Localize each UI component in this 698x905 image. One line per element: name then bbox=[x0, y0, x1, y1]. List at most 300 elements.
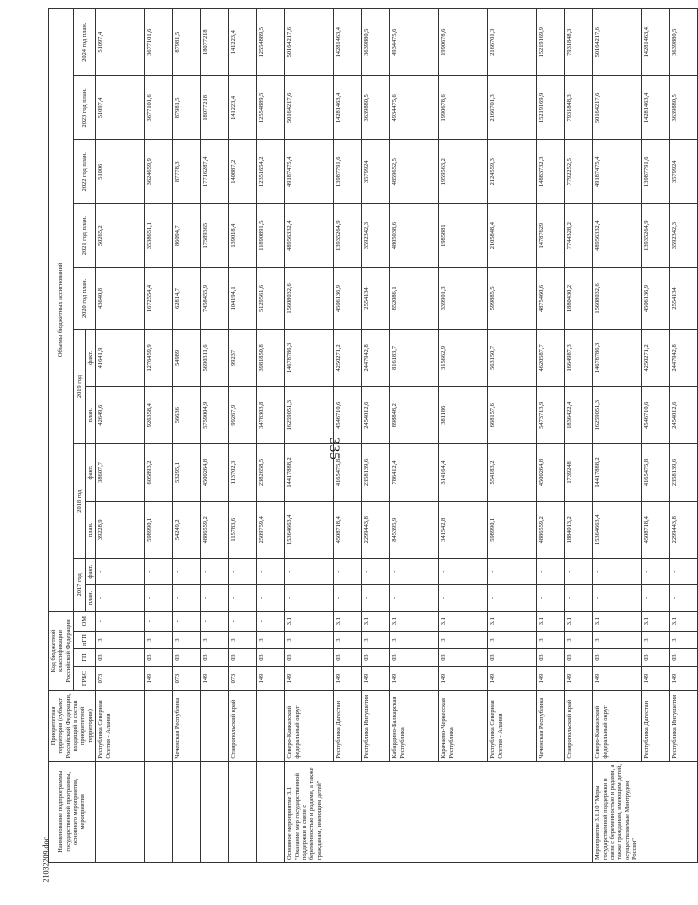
cell-p19: 381186 bbox=[439, 387, 488, 444]
cell-om: 3.1 bbox=[642, 611, 670, 631]
cell-gp: 03 bbox=[642, 649, 670, 667]
cell-pgp: 3 bbox=[96, 631, 145, 649]
cell-grbs: 149 bbox=[257, 666, 285, 690]
header-gp: ГП bbox=[74, 649, 96, 667]
cell-p18: 2299443,8 bbox=[670, 501, 698, 558]
cell-p19: 16259051,3 bbox=[285, 387, 334, 444]
cell-p19: 4546710,6 bbox=[334, 387, 362, 444]
cell-y23: 4934475,6 bbox=[390, 76, 439, 140]
cell-pgp: 3 bbox=[173, 631, 201, 649]
cell-y22: 3624659,9 bbox=[145, 140, 173, 204]
cell-grbs: 149 bbox=[642, 666, 670, 690]
page-number: 335 bbox=[325, 437, 342, 460]
cell-gp: 03 bbox=[362, 649, 390, 667]
cell-y24: 3639880,5 bbox=[670, 9, 698, 76]
cell-y20: 852086,1 bbox=[390, 268, 439, 330]
cell-om: 3.1 bbox=[390, 611, 439, 631]
table-row bbox=[257, 9, 285, 863]
header-2017-plan: план. bbox=[85, 585, 95, 611]
cell-p19: 42649,6 bbox=[96, 387, 145, 444]
cell-p17: - bbox=[285, 585, 334, 611]
header-2019-plan: план. bbox=[85, 387, 95, 444]
cell-f18: 38607,7 bbox=[96, 444, 145, 501]
cell-program bbox=[145, 761, 173, 862]
cell-gp: 03 bbox=[145, 649, 173, 667]
cell-program bbox=[96, 761, 145, 862]
cell-gp: 03 bbox=[285, 649, 334, 667]
header-2018-plan: план. bbox=[85, 501, 95, 558]
cell-f17: - bbox=[439, 558, 488, 584]
cell-f19: 41641,9 bbox=[96, 329, 145, 386]
cell-y21: 2105848,4 bbox=[488, 204, 537, 268]
cell-om: 3.1 bbox=[593, 611, 642, 631]
cell-pgp: 3 bbox=[439, 631, 488, 649]
cell-p17: - bbox=[642, 585, 670, 611]
cell-p19: 1836422,4 bbox=[565, 387, 593, 444]
cell-y22: 4859652,5 bbox=[390, 140, 439, 204]
cell-p17: - bbox=[96, 585, 145, 611]
cell-y22: 13987791,6 bbox=[334, 140, 362, 204]
cell-f19: 4250271,2 bbox=[642, 329, 670, 386]
cell-y21: 3538651,1 bbox=[145, 204, 173, 268]
cell-p17: - bbox=[145, 585, 173, 611]
header-2018: 2018 год bbox=[74, 444, 86, 559]
cell-y20: 15608032,6 bbox=[285, 268, 334, 330]
cell-f18: 2382658,5 bbox=[257, 444, 285, 501]
cell-territory: Кабардино-Балкарская Республика bbox=[390, 691, 439, 762]
header-2020: 2020 год план. bbox=[74, 268, 96, 330]
cell-f17: - bbox=[565, 558, 593, 584]
header-2023: 2023 год план. bbox=[74, 76, 96, 140]
cell-y21: 13935264,9 bbox=[334, 204, 362, 268]
cell-p18: 845395,9 bbox=[390, 501, 439, 558]
cell-f19: 2447942,8 bbox=[670, 329, 698, 386]
cell-program: Мероприятие 3.1.10 "Меры государственной поддержки в связи с беременностью и родами, а также гражданам, имеющим детей, осуществляемые Минтрудом России" bbox=[593, 761, 698, 862]
cell-f17: - bbox=[285, 558, 334, 584]
cell-p19: 4546710,6 bbox=[642, 387, 670, 444]
cell-f18: 314164,4 bbox=[439, 444, 488, 501]
cell-p17: - bbox=[565, 585, 593, 611]
header-pgp: пГП bbox=[74, 631, 96, 649]
cell-y20: 599885,5 bbox=[488, 268, 537, 330]
cell-y22: 3579924 bbox=[670, 140, 698, 204]
cell-pgp: 3 bbox=[642, 631, 670, 649]
cell-y22: 12351654,2 bbox=[257, 140, 285, 204]
cell-om: 3.1 bbox=[439, 611, 488, 631]
cell-p19: 2454012,6 bbox=[670, 387, 698, 444]
cell-gp: 03 bbox=[390, 649, 439, 667]
cell-f19: 14678786,3 bbox=[285, 329, 334, 386]
cell-pgp: 3 bbox=[334, 631, 362, 649]
cell-territory: Республика Северная Осетия - Алания bbox=[96, 691, 145, 762]
cell-om: - bbox=[257, 611, 285, 631]
cell-y23: 15219169,9 bbox=[537, 76, 565, 140]
cell-gp: 03 bbox=[201, 649, 229, 667]
header-grbs: ГРБС bbox=[74, 666, 96, 690]
cell-om: 3.1 bbox=[285, 611, 334, 631]
cell-y20: 339901,3 bbox=[439, 268, 488, 330]
cell-y23: 3639880,5 bbox=[670, 76, 698, 140]
cell-p18: 54249,2 bbox=[173, 501, 201, 558]
cell-grbs: 149 bbox=[201, 666, 229, 690]
header-2019: 2019 год bbox=[74, 329, 86, 444]
cell-y24: 50164217,6 bbox=[593, 9, 642, 76]
table-row bbox=[173, 9, 201, 863]
budget-table bbox=[48, 8, 698, 863]
header-2021: 2021 год план. bbox=[74, 204, 96, 268]
cell-territory: Карачаево-Черкесская Республика bbox=[439, 691, 488, 762]
cell-p18: 1884013,2 bbox=[565, 501, 593, 558]
cell-f18: 4165475,8 bbox=[334, 444, 362, 501]
cell-gp: 03 bbox=[229, 649, 257, 667]
cell-pgp: 3 bbox=[229, 631, 257, 649]
cell-grbs: 073 bbox=[96, 666, 145, 690]
cell-y21: 11890891,5 bbox=[257, 204, 285, 268]
cell-p17: - bbox=[670, 585, 698, 611]
cell-om: 3.1 bbox=[537, 611, 565, 631]
cell-p18: 598990,1 bbox=[488, 501, 537, 558]
cell-y24: 18077218 bbox=[201, 9, 229, 76]
cell-y23: 50164217,6 bbox=[593, 76, 642, 140]
cell-y22: 1959563,2 bbox=[439, 140, 488, 204]
cell-gp: 03 bbox=[670, 649, 698, 667]
cell-f19: 4250271,2 bbox=[334, 329, 362, 386]
cell-p19: 3478303,8 bbox=[257, 387, 285, 444]
cell-gp: 03 bbox=[565, 649, 593, 667]
cell-y21: 50265,2 bbox=[96, 204, 145, 268]
cell-pgp: 3 bbox=[537, 631, 565, 649]
table-row bbox=[362, 9, 390, 863]
cell-f18: 2358139,6 bbox=[362, 444, 390, 501]
cell-program bbox=[229, 761, 257, 862]
cell-y20: 15608032,6 bbox=[593, 268, 642, 330]
cell-gp: 03 bbox=[96, 649, 145, 667]
cell-p17: - bbox=[257, 585, 285, 611]
cell-om: 3.1 bbox=[334, 611, 362, 631]
cell-gp: 03 bbox=[173, 649, 201, 667]
header-2022: 2022 год план. bbox=[74, 140, 96, 204]
cell-grbs: 149 bbox=[334, 666, 362, 690]
cell-p17: - bbox=[229, 585, 257, 611]
cell-p17: - bbox=[390, 585, 439, 611]
cell-y24: 12554889,5 bbox=[257, 9, 285, 76]
cell-p18: 15364663,4 bbox=[593, 501, 642, 558]
cell-pgp: 3 bbox=[145, 631, 173, 649]
cell-f18: 14417888,2 bbox=[285, 444, 334, 501]
cell-p19: 56636 bbox=[173, 387, 201, 444]
cell-territory: Чеченская Республика bbox=[537, 691, 565, 762]
cell-f17: - bbox=[488, 558, 537, 584]
cell-y21: 48956332,4 bbox=[285, 204, 334, 268]
cell-y22: 49187475,4 bbox=[285, 140, 334, 204]
document-filename: 21032209.doc bbox=[41, 836, 51, 883]
cell-y22: 13987791,6 bbox=[642, 140, 670, 204]
header-2024: 2024 год план. bbox=[74, 9, 96, 76]
cell-y20: 62814,7 bbox=[173, 268, 201, 330]
header-territory: Приоритетная территория (субъект Российской Федерации, входящий в состав приоритетной территории) bbox=[49, 691, 96, 762]
cell-y21: 1985881 bbox=[439, 204, 488, 268]
cell-y21: 17589365 bbox=[201, 204, 229, 268]
cell-f18: 554183,2 bbox=[488, 444, 537, 501]
cell-territory: Республика Ингушетия bbox=[670, 691, 698, 762]
cell-y24: 7931848,3 bbox=[565, 9, 593, 76]
cell-p18: 2299443,8 bbox=[362, 501, 390, 558]
cell-gp: 03 bbox=[537, 649, 565, 667]
cell-y23: 3677101,6 bbox=[145, 76, 173, 140]
cell-pgp: 3 bbox=[390, 631, 439, 649]
cell-grbs: 149 bbox=[390, 666, 439, 690]
cell-gp: 03 bbox=[593, 649, 642, 667]
cell-y24: 141223,4 bbox=[229, 9, 257, 76]
cell-f18: 14417888,2 bbox=[593, 444, 642, 501]
header-program: Наименование подпрограммы государственной программы, основного мероприятия, мероприятия bbox=[49, 761, 96, 862]
cell-p18: 4886559,2 bbox=[201, 501, 229, 558]
cell-om: - bbox=[145, 611, 173, 631]
budget-table-container bbox=[48, 8, 679, 863]
cell-pgp: 3 bbox=[201, 631, 229, 649]
cell-y20: 4506136,9 bbox=[642, 268, 670, 330]
header-2017: 2017 год bbox=[74, 558, 86, 611]
cell-om: 3.1 bbox=[670, 611, 698, 631]
cell-p18: 4508718,4 bbox=[642, 501, 670, 558]
cell-f17: - bbox=[145, 558, 173, 584]
cell-f19: 1664987,3 bbox=[565, 329, 593, 386]
cell-y24: 14281463,4 bbox=[642, 9, 670, 76]
cell-f17: - bbox=[362, 558, 390, 584]
cell-f18: 53295,1 bbox=[173, 444, 201, 501]
cell-program: Основное мероприятие 3.1 "Оказание мер государственной поддержки в связи с беременностью и родами, а также гражданам, имеющим детей" bbox=[285, 761, 593, 862]
cell-om: - bbox=[173, 611, 201, 631]
cell-gp: 03 bbox=[488, 649, 537, 667]
cell-p19: 668157,6 bbox=[488, 387, 537, 444]
cell-y23: 51097,4 bbox=[96, 76, 145, 140]
cell-y24: 51097,4 bbox=[96, 9, 145, 76]
cell-f18: 2358139,6 bbox=[670, 444, 698, 501]
cell-y23: 14281463,4 bbox=[334, 76, 362, 140]
cell-f17: - bbox=[593, 558, 642, 584]
cell-territory: Республика Дагестан bbox=[642, 691, 670, 762]
table-row bbox=[334, 9, 362, 863]
cell-y22: 49187475,4 bbox=[593, 140, 642, 204]
table-row bbox=[285, 9, 334, 863]
cell-y23: 7931848,3 bbox=[565, 76, 593, 140]
cell-y24: 87981,5 bbox=[173, 9, 201, 76]
cell-pgp: 3 bbox=[285, 631, 334, 649]
cell-grbs: 149 bbox=[488, 666, 537, 690]
cell-territory: Ставропольский край bbox=[229, 691, 257, 762]
header-2017-fact: факт. bbox=[85, 558, 95, 584]
cell-p17: - bbox=[593, 585, 642, 611]
cell-f17: - bbox=[173, 558, 201, 584]
header-2019-fact: факт. bbox=[85, 329, 95, 386]
cell-territory bbox=[145, 691, 173, 762]
cell-y23: 14281463,4 bbox=[642, 76, 670, 140]
cell-p17: - bbox=[201, 585, 229, 611]
cell-p18: 341542,8 bbox=[439, 501, 488, 558]
cell-territory bbox=[257, 691, 285, 762]
cell-y21: 86094,7 bbox=[173, 204, 201, 268]
cell-f17: - bbox=[96, 558, 145, 584]
cell-y24: 4934475,6 bbox=[390, 9, 439, 76]
cell-y22: 3579924 bbox=[362, 140, 390, 204]
cell-f17: - bbox=[201, 558, 229, 584]
cell-pgp: 3 bbox=[565, 631, 593, 649]
table-row bbox=[670, 9, 698, 863]
cell-territory: Чеченская Республика bbox=[173, 691, 201, 762]
cell-grbs: 073 bbox=[229, 666, 257, 690]
cell-y21: 3592342,3 bbox=[362, 204, 390, 268]
cell-p18: 598990,1 bbox=[145, 501, 173, 558]
cell-territory bbox=[201, 691, 229, 762]
table-row bbox=[537, 9, 565, 863]
cell-f19: 3981850,8 bbox=[257, 329, 285, 386]
cell-gp: 03 bbox=[257, 649, 285, 667]
cell-y21: 4805038,6 bbox=[390, 204, 439, 268]
cell-p17: - bbox=[362, 585, 390, 611]
cell-f17: - bbox=[334, 558, 362, 584]
cell-f17: - bbox=[537, 558, 565, 584]
cell-territory: Ставропольский край bbox=[565, 691, 593, 762]
cell-p18: 2509759,4 bbox=[257, 501, 285, 558]
cell-om: 3.1 bbox=[565, 611, 593, 631]
cell-pgp: 3 bbox=[593, 631, 642, 649]
cell-y22: 87778,3 bbox=[173, 140, 201, 204]
table-row bbox=[229, 9, 257, 863]
cell-y23: 87981,5 bbox=[173, 76, 201, 140]
cell-grbs: 149 bbox=[565, 666, 593, 690]
cell-f17: - bbox=[642, 558, 670, 584]
cell-f18: 4500264,8 bbox=[537, 444, 565, 501]
cell-y20: 2554134 bbox=[362, 268, 390, 330]
cell-p17: - bbox=[488, 585, 537, 611]
header-budget-code: Код бюджетной классификации Российской Федерации bbox=[49, 611, 74, 690]
table-row bbox=[96, 9, 145, 863]
cell-grbs: 149 bbox=[439, 666, 488, 690]
cell-gp: 03 bbox=[439, 649, 488, 667]
cell-y23: 18077218 bbox=[201, 76, 229, 140]
cell-y20: 2554134 bbox=[670, 268, 698, 330]
cell-territory: Республика Ингушетия bbox=[362, 691, 390, 762]
cell-f18: 4500264,8 bbox=[201, 444, 229, 501]
table-row bbox=[390, 9, 439, 863]
cell-f19: 5690311,6 bbox=[201, 329, 229, 386]
cell-f19: 1276459,9 bbox=[145, 329, 173, 386]
cell-y20: 1880430,2 bbox=[565, 268, 593, 330]
header-volume: Объемы бюджетных ассигнований bbox=[49, 9, 74, 612]
header-2018-fact: факт. bbox=[85, 444, 95, 501]
cell-p18: 15364663,4 bbox=[285, 501, 334, 558]
cell-p19: 16259051,3 bbox=[593, 387, 642, 444]
cell-f18: 605893,2 bbox=[145, 444, 173, 501]
cell-grbs: 149 bbox=[593, 666, 642, 690]
cell-grbs: 149 bbox=[537, 666, 565, 690]
cell-p17: - bbox=[334, 585, 362, 611]
cell-y20: 43640,8 bbox=[96, 268, 145, 330]
table-row bbox=[145, 9, 173, 863]
cell-territory: Северо-Кавказский федеральный округ bbox=[593, 691, 642, 762]
cell-grbs: 149 bbox=[670, 666, 698, 690]
table-row bbox=[565, 9, 593, 863]
cell-f18: 113702,3 bbox=[229, 444, 257, 501]
cell-pgp: 3 bbox=[257, 631, 285, 649]
cell-p19: 5473713,9 bbox=[537, 387, 565, 444]
cell-y20: 4506136,9 bbox=[334, 268, 362, 330]
table-row bbox=[642, 9, 670, 863]
cell-territory: Северо-Кавказский федеральный округ bbox=[285, 691, 334, 762]
cell-f19: 99237 bbox=[229, 329, 257, 386]
header-om: ОМ bbox=[74, 611, 96, 631]
cell-grbs: 149 bbox=[145, 666, 173, 690]
cell-y22: 51006 bbox=[96, 140, 145, 204]
cell-f19: 816183,7 bbox=[390, 329, 439, 386]
cell-y24: 2166701,3 bbox=[488, 9, 537, 76]
cell-y21: 3592342,3 bbox=[670, 204, 698, 268]
cell-y24: 14281463,4 bbox=[334, 9, 362, 76]
cell-f17: - bbox=[229, 558, 257, 584]
cell-y22: 7792252,5 bbox=[565, 140, 593, 204]
cell-y21: 7744328,2 bbox=[565, 204, 593, 268]
cell-f19: 54989 bbox=[173, 329, 201, 386]
cell-y24: 3677101,6 bbox=[145, 9, 173, 76]
cell-p18: 4886559,2 bbox=[537, 501, 565, 558]
cell-y24: 3639880,5 bbox=[362, 9, 390, 76]
cell-pgp: 3 bbox=[488, 631, 537, 649]
cell-y24: 1990678,6 bbox=[439, 9, 488, 76]
cell-y20: 1672554,4 bbox=[145, 268, 173, 330]
cell-y22: 2124559,3 bbox=[488, 140, 537, 204]
cell-y21: 13935264,9 bbox=[642, 204, 670, 268]
cell-f18: 4165475,8 bbox=[642, 444, 670, 501]
cell-y23: 141223,4 bbox=[229, 76, 257, 140]
cell-p19: 898848,2 bbox=[390, 387, 439, 444]
cell-om: 3.1 bbox=[488, 611, 537, 631]
cell-y24: 50164217,6 bbox=[285, 9, 334, 76]
cell-y21: 139018,4 bbox=[229, 204, 257, 268]
cell-grbs: 073 bbox=[173, 666, 201, 690]
cell-y22: 17716287,4 bbox=[201, 140, 229, 204]
cell-p19: 926358,4 bbox=[145, 387, 173, 444]
cell-p19: 5759004,9 bbox=[201, 387, 229, 444]
cell-y24: 15219169,9 bbox=[537, 9, 565, 76]
cell-om: - bbox=[201, 611, 229, 631]
cell-y20: 7458455,9 bbox=[201, 268, 229, 330]
cell-y23: 50164217,6 bbox=[285, 76, 334, 140]
cell-y20: 4875460,6 bbox=[537, 268, 565, 330]
cell-grbs: 149 bbox=[285, 666, 334, 690]
table-body bbox=[96, 9, 698, 863]
cell-p19: 99267,9 bbox=[229, 387, 257, 444]
cell-f19: 563150,7 bbox=[488, 329, 537, 386]
cell-y20: 104194,1 bbox=[229, 268, 257, 330]
cell-gp: 03 bbox=[334, 649, 362, 667]
cell-p17: - bbox=[537, 585, 565, 611]
cell-p17: - bbox=[173, 585, 201, 611]
cell-f17: - bbox=[257, 558, 285, 584]
cell-p18: 115783,6 bbox=[229, 501, 257, 558]
cell-f17: - bbox=[670, 558, 698, 584]
cell-program bbox=[201, 761, 229, 862]
cell-p18: 39228,9 bbox=[96, 501, 145, 558]
cell-y20: 5129561,6 bbox=[257, 268, 285, 330]
cell-y22: 140887,2 bbox=[229, 140, 257, 204]
table-row bbox=[593, 9, 642, 863]
cell-y23: 3639880,5 bbox=[362, 76, 390, 140]
cell-om: - bbox=[229, 611, 257, 631]
cell-f19: 315662,9 bbox=[439, 329, 488, 386]
cell-f19: 4620587,7 bbox=[537, 329, 565, 386]
cell-f18: 1739248 bbox=[565, 444, 593, 501]
cell-f19: 2447942,8 bbox=[362, 329, 390, 386]
